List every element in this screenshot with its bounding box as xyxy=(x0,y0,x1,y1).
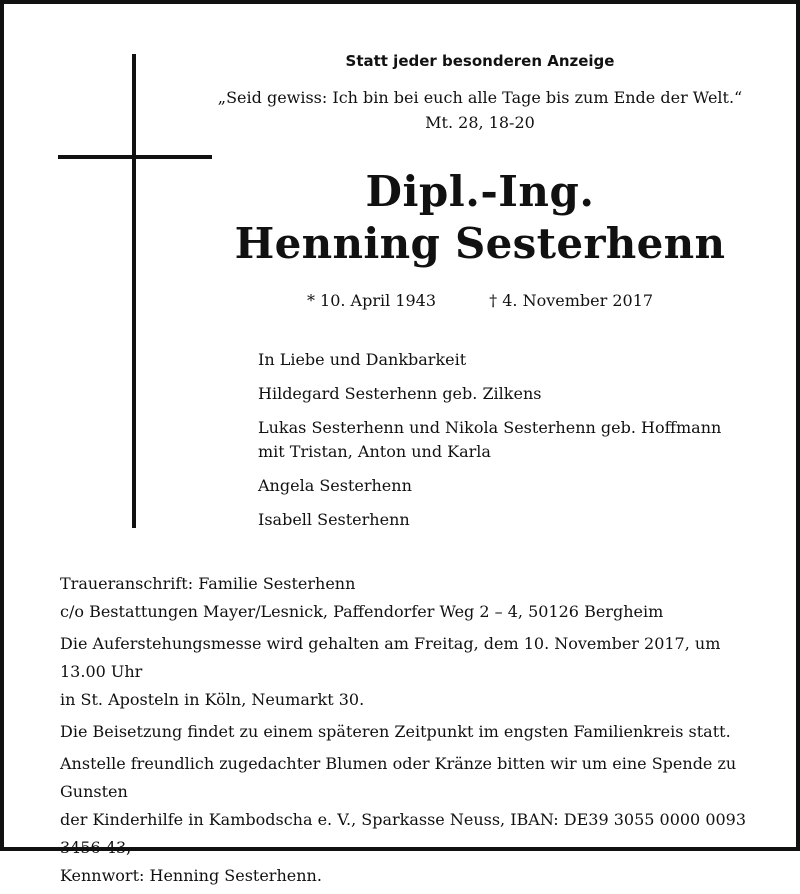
headline: Statt jeder besonderen Anzeige xyxy=(345,52,615,70)
verse-reference: Mt. 28, 18-20 xyxy=(425,113,535,132)
mourners-list xyxy=(258,348,721,542)
bible-quote: „Seid gewiss: Ich bin bei euch alle Tage bis zum Ende der Welt.“ xyxy=(217,88,743,107)
deceased-name-block xyxy=(204,166,756,270)
burial-info: Die Beisetzung findet zu einem späteren Zeitpunkt im engsten Familienkreis statt. xyxy=(60,722,731,741)
donation-line: Kennwort: Henning Sesterhenn. xyxy=(60,866,322,885)
mass-line: in St. Aposteln in Köln, Neumarkt 30. xyxy=(60,690,365,709)
mourner-item: Lukas Sesterhenn und Nikola Sesterhenn geb. Hoffmann xyxy=(258,418,722,437)
academic-title: Dipl.-Ing. xyxy=(365,167,595,216)
service-details xyxy=(60,570,760,894)
mass-info xyxy=(60,630,760,714)
donation-line: der Kinderhilfe in Kambodscha e. V., Sparkasse Neuss, IBAN: DE39 3055 0000 0093 3456 43, xyxy=(60,810,747,857)
cross-icon-crossbar xyxy=(58,155,212,159)
address-line: c/o Bestattungen Mayer/Lesnick, Paffendorfer Weg 2 – 4, 50126 Bergheim xyxy=(60,602,664,621)
life-dates xyxy=(204,291,756,310)
mass-line: Die Auferstehungsmesse wird gehalten am Freitag, dem 10. November 2017, um 13.00 Uhr xyxy=(60,634,721,681)
birth-date: * 10. April 1943 xyxy=(306,291,437,310)
mourner-item: mit Tristan, Anton und Karla xyxy=(258,442,491,461)
donation-info xyxy=(60,750,760,890)
mourners-intro: In Liebe und Dankbarkeit xyxy=(258,350,467,369)
mourning-address xyxy=(60,570,760,626)
mourner-item: Hildegard Sesterhenn geb. Zilkens xyxy=(258,384,542,403)
donation-line: Anstelle freundlich zugedachter Blumen oder Kränze bitten wir um eine Spende zu Gunsten xyxy=(60,754,737,801)
mourner-item: Isabell Sesterhenn xyxy=(258,510,410,529)
mourner-item: Angela Sesterhenn xyxy=(258,476,412,495)
obituary-header xyxy=(204,52,756,132)
deceased-name: Henning Sesterhenn xyxy=(234,219,726,268)
death-date: † 4. November 2017 xyxy=(489,291,654,310)
address-line: Traueranschrift: Familie Sesterhenn xyxy=(60,574,356,593)
cross-icon xyxy=(132,54,136,528)
